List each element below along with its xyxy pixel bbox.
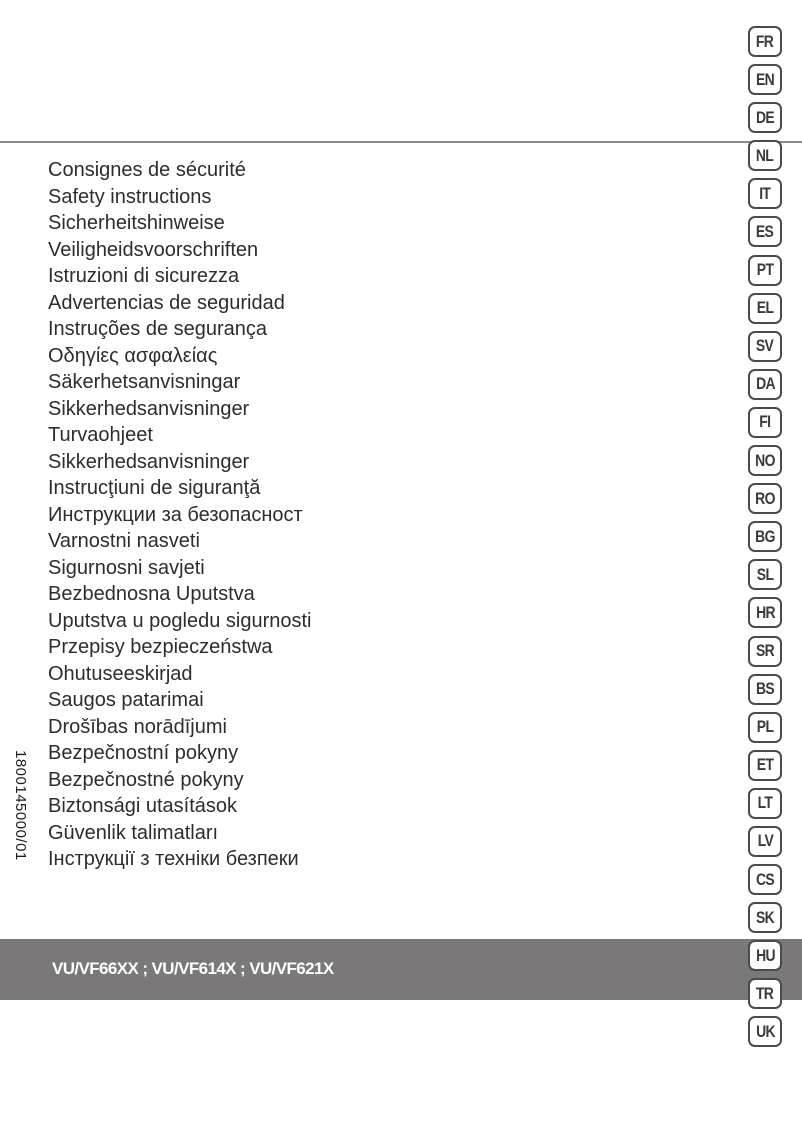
language-tab-sv[interactable]	[748, 331, 782, 362]
model-band	[0, 939, 802, 1000]
language-tab-label: DE	[755, 107, 775, 127]
language-tab-uk[interactable]	[748, 1016, 782, 1047]
language-tab-bg[interactable]	[748, 521, 782, 552]
language-tab-label: RO	[755, 488, 775, 508]
language-tab-label: PT	[756, 260, 774, 280]
language-tab-label: HU	[755, 945, 775, 965]
title-item-no: Sikkerhedsanvisninger	[48, 450, 250, 473]
language-tab-label: SR	[755, 641, 775, 660]
language-tab-pt[interactable]	[748, 255, 782, 286]
title-item-bs: Uputstva u pogledu sigurnosti	[48, 609, 312, 632]
title-item-fr: Consignes de sécurité	[48, 159, 246, 181]
title-item-ro: Instrucţiuni de siguranţă	[48, 477, 261, 499]
language-tab-bs[interactable]	[748, 674, 782, 705]
safety-title-list	[48, 157, 312, 873]
title-item-sl: Varnostni nasveti	[48, 530, 200, 552]
language-tab-et[interactable]	[748, 750, 782, 781]
language-tab-label: DA	[755, 374, 775, 394]
title-item-it: Istruzioni di sicurezza	[48, 265, 240, 287]
language-tab-label: SK	[755, 907, 775, 927]
language-tab-label: EL	[756, 298, 774, 318]
language-tab-label: ET	[756, 755, 774, 775]
language-tab-label: LT	[757, 793, 773, 813]
language-tab-lt[interactable]	[748, 788, 782, 819]
language-tab-label: UK	[755, 1021, 775, 1041]
language-tab-pl[interactable]	[748, 712, 782, 743]
title-item-hu: Biztonsági utasítások	[48, 795, 237, 817]
language-tab-label: HR	[755, 602, 775, 622]
title-item-et: Ohutuseeskirjad	[48, 662, 193, 685]
title-item-cs: Bezpečnostní pokyny	[48, 742, 239, 764]
language-tab-hu[interactable]	[748, 940, 782, 971]
document-reference-code: 1800145000/01	[12, 750, 29, 861]
language-tab-label: EN	[755, 69, 775, 89]
language-tab-es[interactable]	[748, 216, 782, 247]
title-item-hr: Sigurnosni savjeti	[48, 556, 205, 579]
language-tab-cs[interactable]	[748, 864, 782, 895]
title-item-lt: Saugos patarimai	[48, 689, 204, 711]
title-item-fi: Turvaohjeet	[48, 424, 153, 446]
language-tab-lv[interactable]	[748, 826, 782, 857]
language-tab-label: CS	[755, 869, 775, 889]
title-item-sv: Säkerhetsanvisningar	[48, 371, 241, 393]
language-tab-sk[interactable]	[748, 902, 782, 933]
language-tab-label: FR	[756, 31, 774, 51]
language-tab-en[interactable]	[748, 64, 782, 95]
title-item-pt: Instruções de segurança	[48, 318, 268, 340]
language-tab-label: FI	[759, 412, 771, 432]
language-tab-label: IT	[759, 183, 771, 203]
language-tab-tr[interactable]	[748, 978, 782, 1009]
language-tab-label: NO	[755, 450, 775, 470]
language-tab-label: ES	[756, 221, 774, 241]
language-tab-ro[interactable]	[748, 483, 782, 514]
language-tab-nl[interactable]	[748, 140, 782, 171]
model-numbers: VU/VF66XX ; VU/VF614X ; VU/VF621X	[52, 959, 334, 978]
title-item-pl: Przepisy bezpieczeństwa	[48, 636, 273, 658]
title-item-lv: Drošības norādījumi	[48, 715, 227, 738]
title-item-sr: Bezbednosna Uputstva	[48, 583, 255, 605]
language-tab-label: LV	[757, 831, 773, 851]
title-item-da: Sikkerhedsanvisninger	[48, 397, 250, 420]
title-item-nl: Veiligheidsvoorschriften	[48, 238, 259, 261]
language-tab-label: PL	[756, 717, 774, 737]
title-item-es: Advertencias de seguridad	[48, 291, 285, 314]
top-divider	[0, 141, 802, 143]
language-tab-no[interactable]	[748, 445, 782, 476]
language-tab-it[interactable]	[748, 178, 782, 209]
language-tab-sr[interactable]	[748, 636, 782, 667]
language-tab-fr[interactable]	[748, 26, 782, 57]
title-item-de: Sicherheitshinweise	[48, 212, 225, 234]
language-tab-label: SV	[756, 336, 774, 356]
title-item-bg: Инструкции за безопасност	[48, 503, 303, 526]
language-tab-da[interactable]	[748, 369, 782, 400]
title-item-uk: Інструкції з техніки безпеки	[48, 848, 299, 870]
language-tab-label: BG	[755, 526, 775, 546]
language-tab-label: BS	[755, 679, 775, 699]
language-tab-list	[748, 26, 782, 1055]
language-tab-label: TR	[756, 983, 774, 1003]
language-tab-fi[interactable]	[748, 407, 782, 438]
language-tab-label: NL	[756, 145, 774, 165]
title-item-el: Οδηγίες ασφαλείας	[48, 344, 218, 367]
language-tab-hr[interactable]	[748, 597, 782, 628]
language-tab-label: SL	[756, 564, 774, 584]
language-tab-sl[interactable]	[748, 559, 782, 590]
title-item-sk: Bezpečnostné pokyny	[48, 768, 244, 791]
language-tab-el[interactable]	[748, 293, 782, 324]
title-item-tr: Güvenlik talimatları	[48, 821, 219, 844]
language-tab-de[interactable]	[748, 102, 782, 133]
title-item-en: Safety instructions	[48, 185, 212, 208]
